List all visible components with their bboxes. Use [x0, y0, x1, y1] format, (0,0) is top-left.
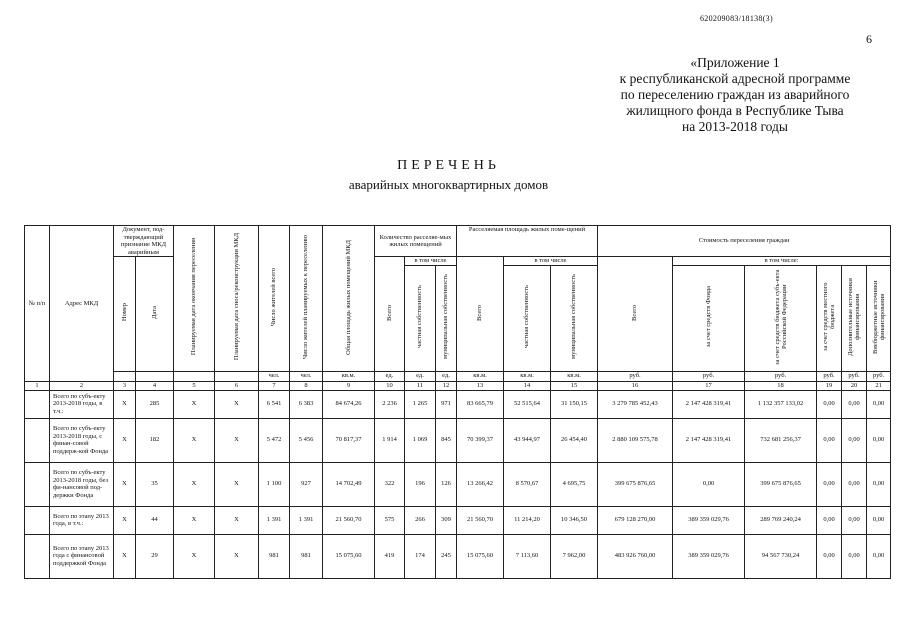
table-cell: 399 675 876,65	[745, 462, 817, 506]
header-residents-total: Число жителей всего	[259, 226, 290, 372]
header-area-municipal: муниципальная собственность	[551, 265, 598, 371]
table-cell: X	[114, 462, 136, 506]
column-number-cell: 6	[215, 381, 259, 390]
unit-cell: ед.	[375, 371, 405, 381]
column-number-cell: 8	[290, 381, 323, 390]
table-cell: 0,00	[817, 418, 842, 462]
header-rooms-municipal: муниципальная собственность	[436, 265, 457, 371]
column-number-cell: 14	[504, 381, 551, 390]
appendix-line: «Приложение 1	[690, 55, 780, 70]
buildings-table	[24, 225, 891, 579]
document-number: 620209083/18138(3)	[700, 14, 773, 23]
table-cell	[25, 506, 50, 534]
table-cell: 7 962,00	[551, 534, 598, 578]
document-title: ПЕРЕЧЕНЬ	[397, 158, 500, 173]
table-cell: 389 359 029,76	[673, 534, 745, 578]
table-cell: 35	[136, 462, 174, 506]
document-subtitle: аварийных многоквартирных домов	[348, 177, 549, 192]
table-cell: 0,00	[867, 506, 891, 534]
table-cell: 845	[436, 418, 457, 462]
table-cell: X	[215, 418, 259, 462]
table-cell: 0,00	[817, 390, 842, 418]
table-cell: 732 681 256,37	[745, 418, 817, 462]
column-number-cell: 11	[405, 381, 436, 390]
table-cell: 927	[290, 462, 323, 506]
unit-cell: кв.м.	[504, 371, 551, 381]
table-cell	[25, 390, 50, 418]
unit-cell: руб.	[817, 371, 842, 381]
column-number-cell: 9	[323, 381, 375, 390]
header-planned-end: Планируемая дата окончания переселения	[174, 226, 215, 372]
unit-cell: руб.	[867, 371, 891, 381]
table-cell: 1 069	[405, 418, 436, 462]
table-cell: 126	[436, 462, 457, 506]
header-doc-number: Номер	[114, 257, 136, 372]
table-cell: 182	[136, 418, 174, 462]
appendix-line: к республиканской адресной программе	[619, 71, 851, 86]
header-rooms-private: частная собственность	[405, 265, 436, 371]
table-cell: X	[174, 418, 215, 462]
table-cell: 15 075,60	[323, 534, 375, 578]
table-cell: X	[114, 418, 136, 462]
table-cell: X	[215, 462, 259, 506]
column-number-cell: 17	[673, 381, 745, 390]
table-cell: 13 266,42	[457, 462, 504, 506]
table-cell: 84 674,26	[323, 390, 375, 418]
table-cell: 6 383	[290, 390, 323, 418]
table-cell: 483 926 760,00	[598, 534, 673, 578]
column-number-cell: 5	[174, 381, 215, 390]
table-cell: 21 560,70	[457, 506, 504, 534]
table-cell: 1 100	[259, 462, 290, 506]
header-planned-demolition: Планируемая дата сноса/реконструкции МКД	[215, 226, 259, 372]
column-number-cell: 3	[114, 381, 136, 390]
unit-cell	[174, 371, 215, 381]
table-cell: 15 075,60	[457, 534, 504, 578]
table-cell: X	[215, 390, 259, 418]
unit-cell: руб.	[673, 371, 745, 381]
address-cell: Всего по этапу 2013 года с финансовой поддержкой Фонда	[50, 534, 114, 578]
table-cell: X	[174, 462, 215, 506]
header-area-group: Расселяемая площадь жилых поме-щений	[457, 226, 598, 257]
table-cell: 419	[375, 534, 405, 578]
table-cell: 2 147 428 319,41	[673, 390, 745, 418]
header-incl-cost: в том числе:	[673, 257, 891, 266]
table-cell: 0,00	[842, 534, 867, 578]
table-cell: 245	[436, 534, 457, 578]
table-cell: 0,00	[842, 418, 867, 462]
table-cell: 389 359 029,76	[673, 506, 745, 534]
header-area-private: частная собственность	[504, 265, 551, 371]
header-cost-subject: за счет средств бюджета субъ-екта Российской Федерации	[745, 265, 817, 371]
table-cell	[25, 418, 50, 462]
table-cell: 7 113,60	[504, 534, 551, 578]
table-cell: 8 570,67	[504, 462, 551, 506]
header-num: № п/п	[25, 226, 50, 382]
address-cell: Всего по субъ-екту 2013-2018 годы, без фи-нансовой под-держки Фонда	[50, 462, 114, 506]
header-rooms-total: Всего	[375, 257, 405, 372]
header-cost-fund: за счет средств Фонда	[673, 265, 745, 371]
table-cell: 322	[375, 462, 405, 506]
column-number-cell: 21	[867, 381, 891, 390]
table-cell: 70 817,37	[323, 418, 375, 462]
column-number-cell: 10	[375, 381, 405, 390]
column-number-cell: 7	[259, 381, 290, 390]
table-cell: 10 346,50	[551, 506, 598, 534]
table-cell	[25, 462, 50, 506]
table-cell: X	[114, 534, 136, 578]
table-cell: X	[215, 506, 259, 534]
appendix-heading	[560, 55, 905, 135]
table-cell: 70 399,37	[457, 418, 504, 462]
header-address: Адрес МКД	[50, 226, 114, 382]
table-cell: X	[215, 534, 259, 578]
table-cell: X	[114, 506, 136, 534]
table-row	[25, 534, 891, 578]
table-cell: 5 472	[259, 418, 290, 462]
table-cell: 309	[436, 506, 457, 534]
table-cell: 0,00	[842, 390, 867, 418]
unit-cell: ед.	[405, 371, 436, 381]
table-cell: 399 675 876,65	[598, 462, 673, 506]
table-cell: 5 456	[290, 418, 323, 462]
header-doc-date: Дата	[136, 257, 174, 372]
table-cell: 1 391	[290, 506, 323, 534]
unit-cell: ед.	[436, 371, 457, 381]
unit-cell: руб.	[745, 371, 817, 381]
header-cost-local: за счет средств местного бюджета	[817, 265, 842, 371]
header-doc-group: Документ, под-тверждающий признание МКД аварийным	[114, 226, 174, 257]
column-number-cell: 1	[25, 381, 50, 390]
table-cell: X	[114, 390, 136, 418]
table-row	[25, 462, 891, 506]
table-cell: 289 769 240,24	[745, 506, 817, 534]
table-cell: 83 665,79	[457, 390, 504, 418]
unit-cell: кв.м.	[551, 371, 598, 381]
table-cell: 26 454,40	[551, 418, 598, 462]
table-cell: 29	[136, 534, 174, 578]
table-cell: 0,00	[842, 506, 867, 534]
table-cell: 2 880 109 575,78	[598, 418, 673, 462]
address-cell: Всего по субъ-екту 2013-2018 годы, с финан-совой поддерж-кой Фонда	[50, 418, 114, 462]
column-number-cell: 20	[842, 381, 867, 390]
table-cell	[25, 534, 50, 578]
unit-cell	[215, 371, 259, 381]
unit-cell: кв.м.	[457, 371, 504, 381]
table-cell: 1 265	[405, 390, 436, 418]
table-cell: 0,00	[817, 534, 842, 578]
header-cost-group: Стоимость переселения граждан	[598, 226, 891, 257]
table-cell: 0,00	[817, 506, 842, 534]
table-cell: 971	[436, 390, 457, 418]
appendix-line: жилищного фонда в Республике Тыва	[626, 103, 844, 118]
column-number-cell: 12	[436, 381, 457, 390]
table-cell: 94 567 730,24	[745, 534, 817, 578]
header-cost-offbudget: Внебюджетные источники финансирования	[867, 265, 891, 371]
unit-cell: кв.м.	[323, 371, 375, 381]
table-cell: 174	[405, 534, 436, 578]
table-cell: 0,00	[673, 462, 745, 506]
table-cell: 3 279 785 452,43	[598, 390, 673, 418]
table-row	[25, 506, 891, 534]
header-area-total: Всего	[457, 257, 504, 372]
table-cell: 0,00	[842, 462, 867, 506]
table-cell: 2 147 428 319,41	[673, 418, 745, 462]
column-number-cell: 2	[50, 381, 114, 390]
table-cell: 0,00	[867, 534, 891, 578]
unit-cell: руб.	[842, 371, 867, 381]
header-rooms-group: Количество расселяе-мых жилых помещений	[375, 226, 457, 257]
table-cell: 2 236	[375, 390, 405, 418]
table-cell: X	[174, 506, 215, 534]
header-residents-planned: Число жителей планируемых к переселению	[290, 226, 323, 372]
table-cell: 14 702,49	[323, 462, 375, 506]
table-body	[25, 390, 891, 578]
table-cell: 0,00	[867, 462, 891, 506]
unit-cell: руб.	[598, 371, 673, 381]
unit-cell: чел.	[290, 371, 323, 381]
header-total-area: Общая площадь жилых помещений МКД	[323, 226, 375, 372]
table-row	[25, 418, 891, 462]
table-cell: X	[174, 534, 215, 578]
table-cell: 44	[136, 506, 174, 534]
table-cell: 0,00	[867, 390, 891, 418]
table-cell: 11 214,20	[504, 506, 551, 534]
column-number-cell: 18	[745, 381, 817, 390]
page-number: 6	[866, 32, 872, 46]
column-number-cell: 19	[817, 381, 842, 390]
table-cell: 196	[405, 462, 436, 506]
table-cell: 981	[259, 534, 290, 578]
address-cell: Всего по субъ-екту 2013-2018 годы, в т.ч.:	[50, 390, 114, 418]
table-cell: 43 944,97	[504, 418, 551, 462]
table-cell: 266	[405, 506, 436, 534]
table-cell: 4 695,75	[551, 462, 598, 506]
column-number-cell: 15	[551, 381, 598, 390]
table-cell: 981	[290, 534, 323, 578]
table-row	[25, 390, 891, 418]
header-incl-rooms: в том числе	[405, 257, 457, 266]
appendix-line: на 2013-2018 годы	[682, 119, 788, 134]
unit-cell: чел.	[259, 371, 290, 381]
header-incl-area: в том числе	[504, 257, 598, 266]
header-cost-additional: Дополнительные источники финансирования	[842, 265, 867, 371]
column-number-cell: 13	[457, 381, 504, 390]
table-cell: 575	[375, 506, 405, 534]
table-cell: 1 132 357 133,02	[745, 390, 817, 418]
table-cell: 21 560,70	[323, 506, 375, 534]
column-numbers-row	[25, 381, 891, 390]
table-cell: 6 541	[259, 390, 290, 418]
table-cell: 679 128 270,00	[598, 506, 673, 534]
table-cell: 0,00	[867, 418, 891, 462]
units-row	[25, 371, 891, 381]
table-cell: 31 150,15	[551, 390, 598, 418]
header-cost-total: Всего	[598, 257, 673, 372]
table-cell: 52 515,64	[504, 390, 551, 418]
table-cell: 0,00	[817, 462, 842, 506]
column-number-cell: 4	[136, 381, 174, 390]
table-cell: 1 914	[375, 418, 405, 462]
table-cell: X	[174, 390, 215, 418]
unit-cell	[136, 371, 174, 381]
unit-cell	[114, 371, 136, 381]
table-cell: 285	[136, 390, 174, 418]
table-cell: 1 391	[259, 506, 290, 534]
appendix-line: по переселению граждан из аварийного	[620, 87, 850, 102]
column-number-cell: 16	[598, 381, 673, 390]
address-cell: Всего по этапу 2013 года, в т.ч.:	[50, 506, 114, 534]
